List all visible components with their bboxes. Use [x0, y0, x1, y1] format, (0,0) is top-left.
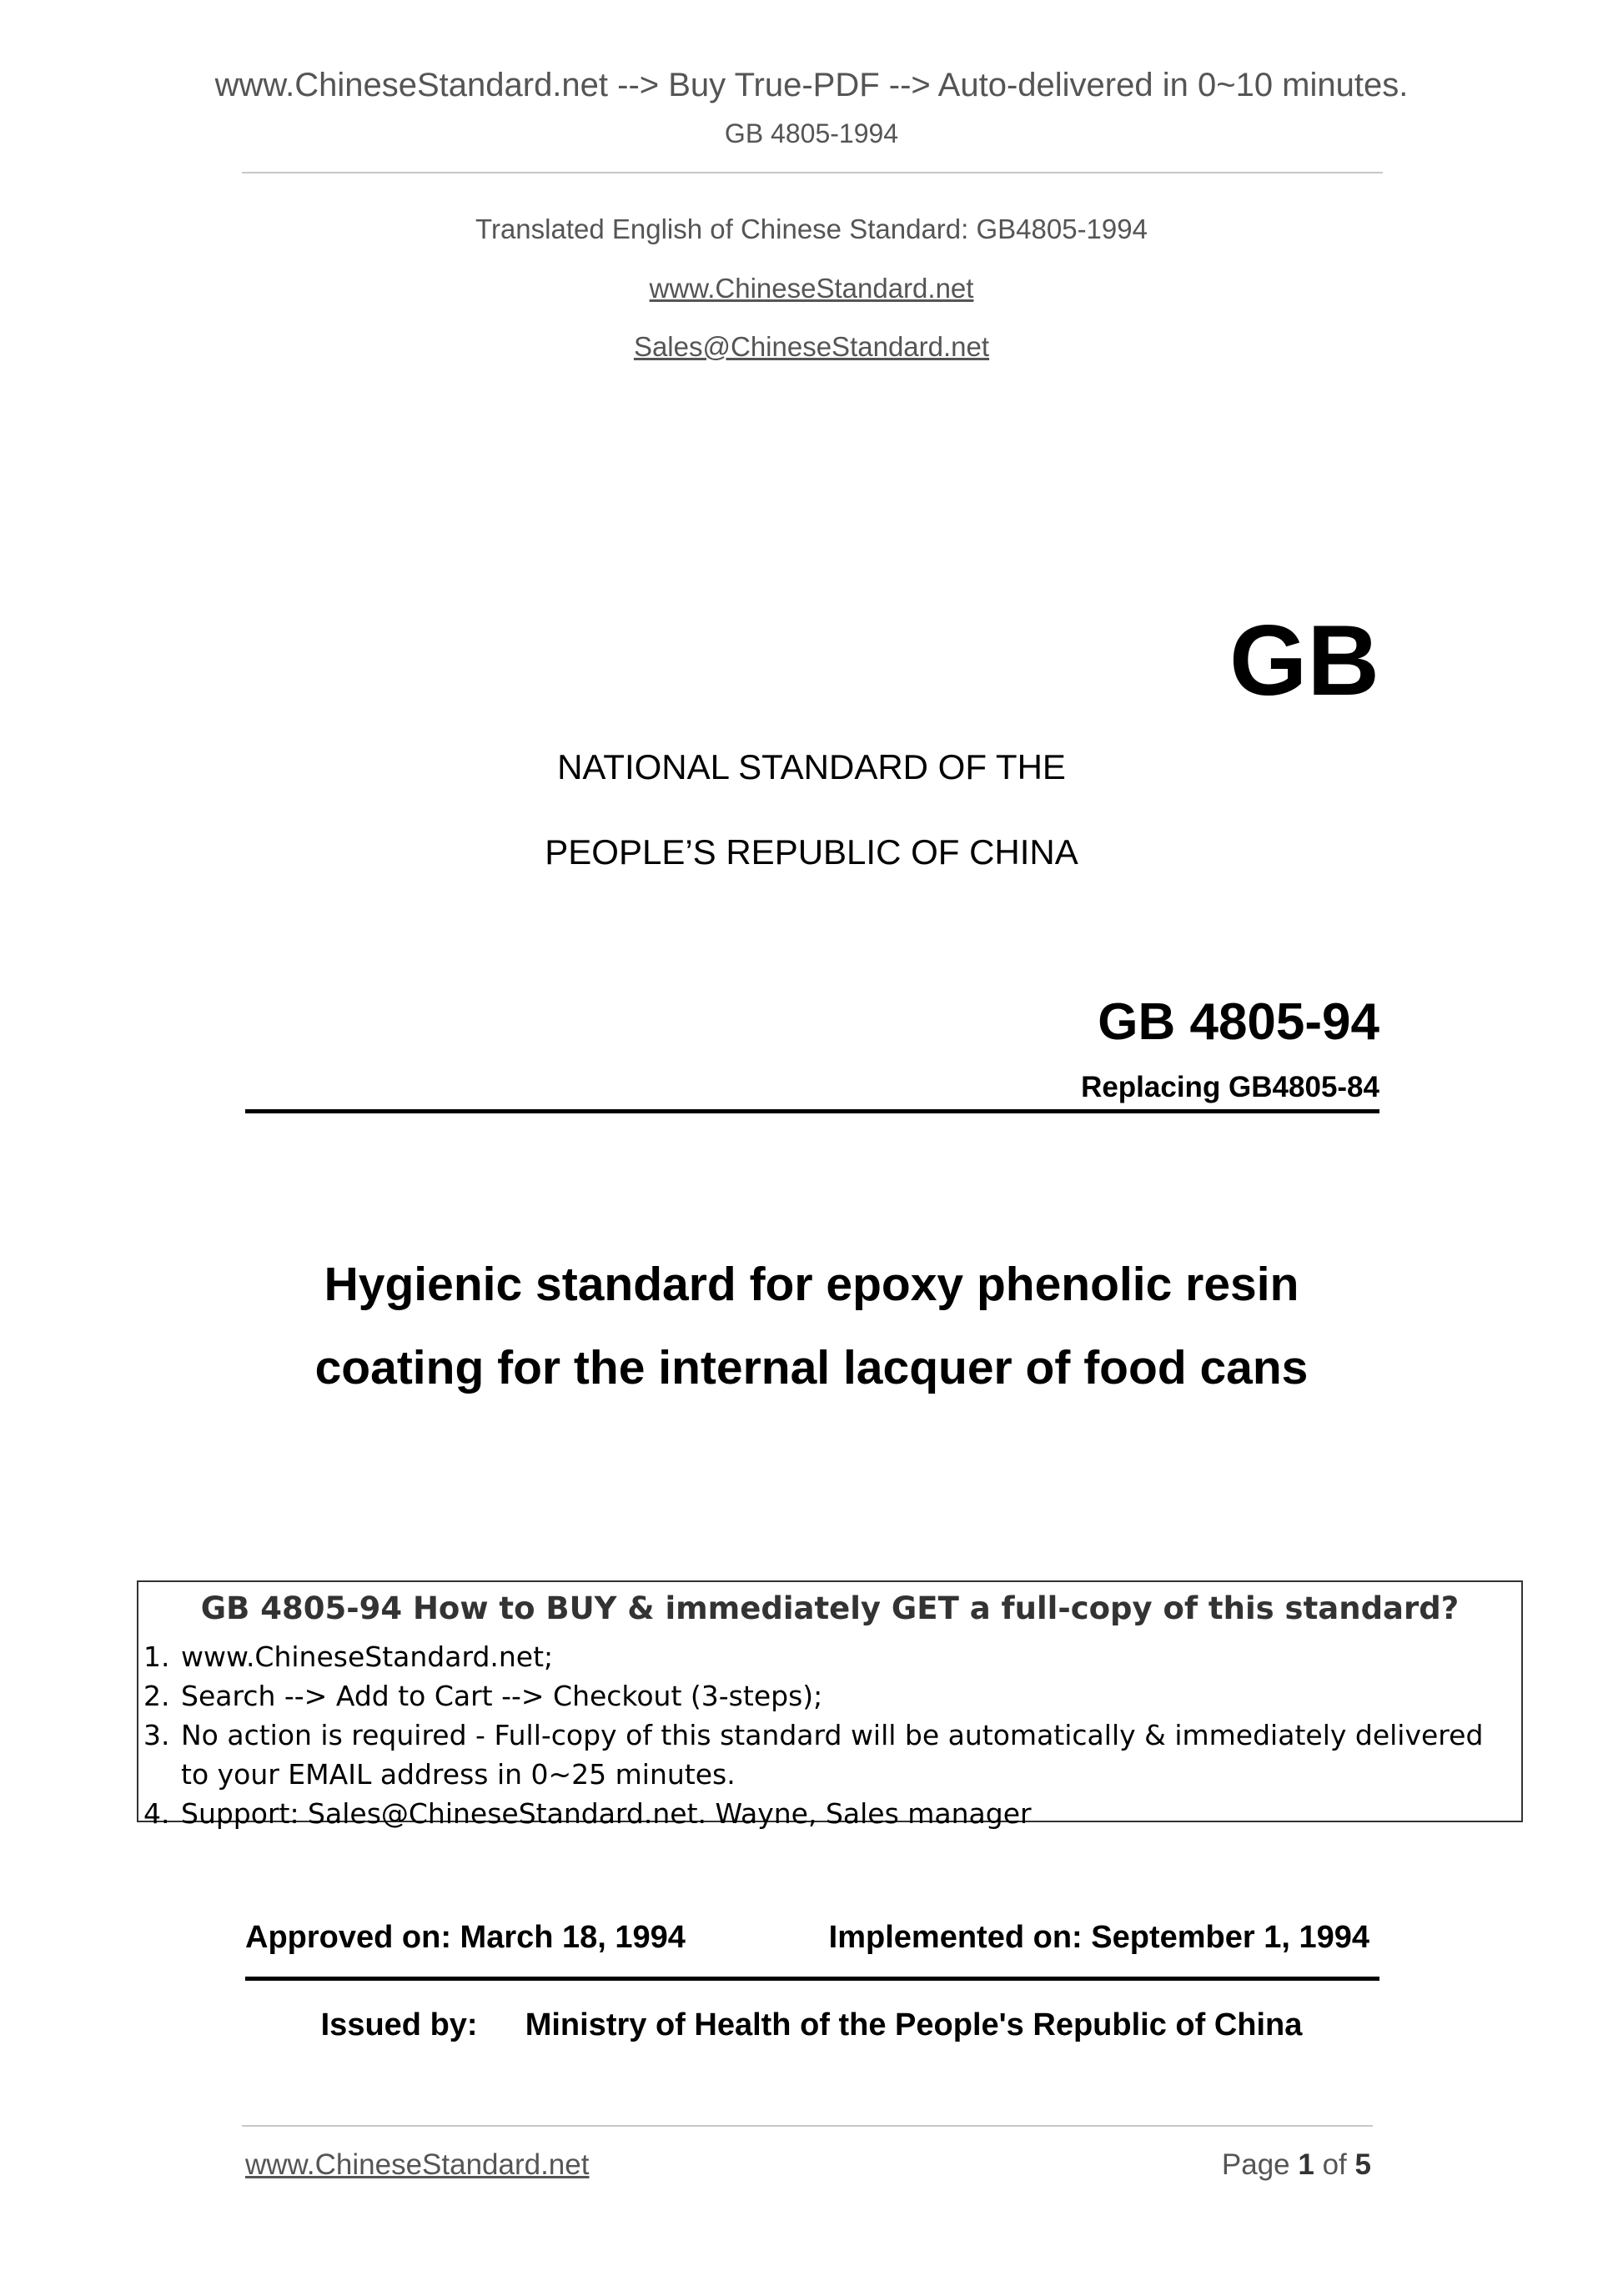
page-indicator	[1222, 2148, 1371, 2183]
header-banner: www.ChineseStandard.net --> Buy True-PDF --> Auto-delivered in 0~10 minutes.	[214, 67, 1409, 103]
list-item-number: 1.	[143, 1640, 170, 1673]
document-title-line1: Hygienic standard for epoxy phenolic resin	[324, 1258, 1299, 1311]
gb-mark: GB	[1229, 605, 1379, 716]
translated-notice: Translated English of Chinese Standard: GB4805-1994	[475, 214, 1148, 244]
list-item-text: No action is required - Full-copy of this standard will be automatically & immediately delivered to your EMAIL address in 0~25 minutes.	[181, 1719, 1484, 1791]
standard-number-divider	[245, 1109, 1379, 1113]
purchase-steps-list	[143, 1637, 1505, 1833]
replacing-note: Replacing GB4805-84	[1081, 1071, 1379, 1103]
header-divider	[242, 172, 1383, 173]
list-item	[143, 1637, 1505, 1676]
page-current: 1	[1298, 2148, 1314, 2181]
list-item-number: 2.	[143, 1680, 170, 1712]
list-item-text: Support: Sales@ChineseStandard.net. Wayne, Sales manager	[181, 1797, 1032, 1830]
approved-date: Approved on: March 18, 1994	[245, 1920, 686, 1955]
email-link-row	[0, 330, 1623, 364]
page-prefix: Page	[1221, 2148, 1290, 2181]
page-total: 5	[1354, 2148, 1371, 2181]
issued-by-label: Issued by:	[320, 2007, 478, 2042]
list-item-text: Search --> Add to Cart --> Checkout (3-steps);	[181, 1680, 823, 1712]
list-item-text: www.ChineseStandard.net;	[181, 1640, 554, 1673]
email-link[interactable]: Sales@ChineseStandard.net	[633, 331, 990, 362]
footer-website-link[interactable]: www.ChineseStandard.net	[245, 2148, 590, 2181]
purchase-info-box	[137, 1580, 1523, 1830]
issuing-authority: Ministry of Health of the People's Republic of China	[525, 2007, 1303, 2042]
list-item	[143, 1716, 1505, 1794]
standard-number: GB 4805-94	[1098, 993, 1379, 1051]
issued-by	[0, 2006, 1623, 2044]
national-standard-line2: PEOPLE’S REPUBLIC OF CHINA	[545, 832, 1078, 872]
list-item-number: 3.	[143, 1719, 170, 1751]
implemented-date: Implemented on: September 1, 1994	[828, 1920, 1369, 1955]
national-standard-line1: NATIONAL STANDARD OF THE	[557, 747, 1066, 786]
document-title-line2: coating for the internal lacquer of food cans	[314, 1341, 1309, 1394]
list-item-number: 4.	[143, 1797, 170, 1830]
website-link[interactable]: www.ChineseStandard.net	[649, 273, 974, 304]
list-item	[143, 1676, 1505, 1716]
website-link-row	[0, 272, 1623, 305]
page-of: of	[1322, 2148, 1347, 2181]
purchase-box-title: GB 4805-94 How to BUY & immediately GET a full-copy of this standard?	[200, 1590, 1460, 1626]
list-item	[143, 1794, 1505, 1833]
footer-divider	[242, 2125, 1373, 2127]
header-doc-code: GB 4805-1994	[724, 118, 899, 148]
dates-divider	[245, 1977, 1379, 1981]
